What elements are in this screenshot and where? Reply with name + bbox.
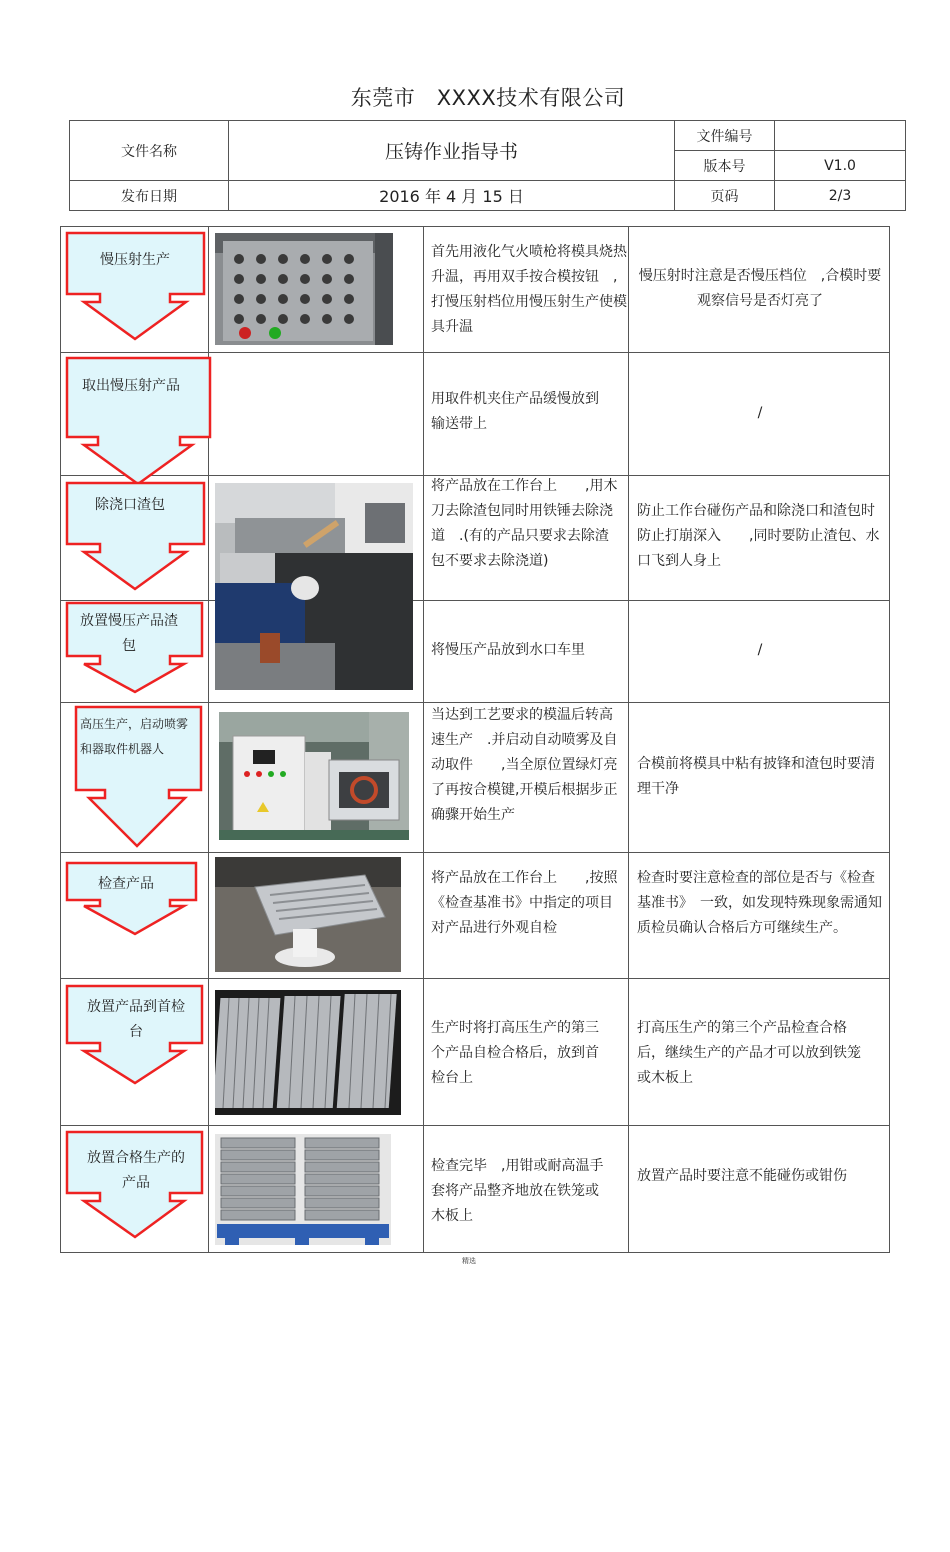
step-label: 放置慢压产品渣包 [80, 613, 178, 654]
row-6-action: 将产品放在工作台上 ,按照《检查基准书》中指定的项目对产品进行外观自检 [431, 870, 618, 936]
row-8-action: 检查完毕 ,用钳或耐高温手套将产品整齐地放在铁笼或木板上 [431, 1158, 604, 1224]
footer-mark: 精选 [462, 1257, 476, 1265]
doc-name-label: 文件名称 [70, 121, 229, 181]
page-label: 页码 [675, 181, 775, 211]
process-step-arrow-6 [66, 862, 206, 936]
process-step-arrow-7 [66, 985, 206, 1085]
row-7-action: 生产时将打高压生产的第三个产品自检合格后，放到首检台上 [431, 1020, 599, 1086]
row-2-action: 用取件机夹住产品缓慢放到输送带上 [431, 391, 599, 432]
mold-panel-photo [215, 233, 393, 345]
process-step-arrow-1 [66, 232, 206, 342]
step-label: 取出慢压射产品 [82, 378, 180, 394]
row-7-note: 打高压生产的第三个产品检查合格后，继续生产的产品才可以放到铁笼或木板上 [637, 1020, 861, 1086]
process-step-arrow-2 [66, 357, 212, 487]
row-5-action: 当达到工艺要求的模温后转高速生产 .并启动自动喷雾及自动取件 ,当全原位置绿灯亮了再按合模键,开模后根据步正确骤开始生产 [431, 707, 618, 823]
process-step-arrow-4 [66, 602, 206, 694]
row-2-note: / [757, 405, 763, 421]
company-title: 东莞市 XXXX技术有限公司 [350, 86, 626, 110]
row-3-note: 防止工作台碰伤产品和除浇口和渣包时防止打崩深入 ,同时要防止渣包、水口飞到人身上 [637, 503, 880, 569]
step-label: 慢压射生产 [100, 252, 170, 268]
step-label: 放置合格生产的产品 [87, 1150, 185, 1191]
deburring-photo [215, 483, 413, 690]
stacked-products-photo [215, 1134, 391, 1245]
step-label: 除浇口渣包 [95, 497, 165, 513]
row-1-action: 首先用液化气火喷枪将模具烧热升温，再用双手按合模按钮 ,打慢压射档位用慢压射生产使模具升温 [431, 244, 627, 335]
row-5-note: 合模前将模具中粘有披锋和渣包时要清理干净 [637, 756, 875, 797]
row-1-note: 慢压射时注意是否慢压档位 ,合模时要观察信号是否灯亮了 [638, 268, 882, 309]
row-3-action: 将产品放在工作台上 ,用木刀去除渣包同时用铁锤去除浇道 .(有的产品只要求去除渣包不要求去除浇道) [431, 478, 618, 569]
row-6-note: 检查时要注意检查的部位是否与《检查基准书》 一致，如发现特殊现象需通知质检员确认合格后方可继续生产。 [637, 870, 882, 936]
document-header-table [69, 120, 906, 211]
doc-number [775, 121, 906, 151]
process-step-arrow-5 [75, 706, 205, 848]
version-label: 版本号 [675, 151, 775, 181]
row-4-action: 将慢压产品放到水口车里 [431, 642, 585, 658]
casting-inspection-photo [215, 857, 401, 972]
page-number: 2/3 [775, 181, 906, 211]
doc-name: 压铸作业指导书 [229, 121, 675, 181]
process-step-arrow-3 [66, 482, 206, 592]
control-cabinet-photo [219, 712, 409, 840]
release-date: 2016 年 4 月 15 日 [229, 181, 675, 211]
process-step-arrow-8 [66, 1131, 206, 1239]
row-4-note: / [757, 642, 763, 658]
first-inspection-table-photo [215, 990, 401, 1115]
step-label: 高压生产，启动喷雾和器取件机器人 [80, 717, 189, 756]
step-label: 检查产品 [98, 876, 154, 892]
release-date-label: 发布日期 [70, 181, 229, 211]
step-label: 放置产品到首检台 [87, 999, 185, 1040]
version-value: V1.0 [775, 151, 906, 181]
doc-number-label: 文件编号 [675, 121, 775, 151]
row-8-note: 放置产品时要注意不能碰伤或钳伤 [637, 1168, 847, 1184]
